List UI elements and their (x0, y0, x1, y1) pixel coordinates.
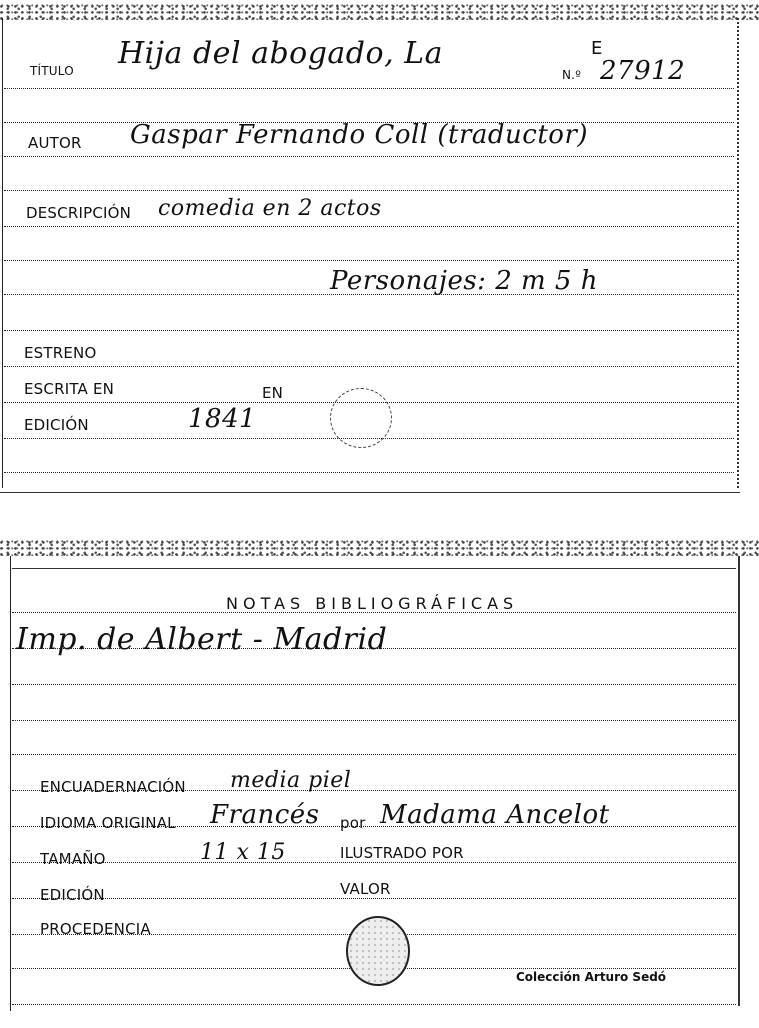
rule (4, 156, 734, 157)
rule (4, 260, 734, 261)
ilustrado-por-label: ILUSTRADO POR (340, 844, 464, 862)
rule (12, 1004, 736, 1005)
en-label: EN (262, 384, 284, 402)
por-label: por (340, 814, 366, 832)
rule (12, 754, 736, 755)
escrita-en-label: ESCRITA EN (24, 380, 115, 398)
notas-bibliograficas-heading: NOTAS BIBLIOGRÁFICAS (226, 594, 519, 613)
autor-label: AUTOR (28, 134, 82, 152)
personajes-value: Personajes: 2 m 5 h (330, 266, 598, 296)
tamano-value: 11 x 15 (200, 840, 286, 865)
titulo-value: Hija del abogado, La (118, 36, 443, 71)
edicion-label-bottom: EDICIÓN (40, 886, 105, 904)
rule (4, 366, 734, 367)
idioma-original-value: Francés (210, 800, 320, 830)
descripcion-label: DESCRIPCIÓN (26, 204, 132, 222)
valor-label: VALOR (340, 880, 391, 898)
ink-stamp-circle (330, 388, 392, 448)
notas-value: Imp. de Albert - Madrid (16, 622, 388, 657)
idioma-original-label: IDIOMA ORIGINAL (40, 814, 176, 832)
encuadernacion-label: ENCUADERNACIÓN (40, 778, 186, 796)
card-right-border (737, 18, 739, 488)
rule (4, 88, 734, 89)
edicion-label: EDICIÓN (24, 416, 89, 434)
titulo-label: TÍTULO (30, 64, 74, 78)
por-value: Madama Ancelot (380, 800, 610, 830)
encuadernacion-value: media piel (230, 768, 352, 793)
numero-value: 27912 (600, 56, 686, 86)
edicion-value: 1841 (188, 404, 257, 434)
card-separator (0, 492, 740, 493)
rule (4, 190, 734, 191)
numero-prefix: E (591, 38, 603, 59)
procedencia-label: PROCEDENCIA (40, 920, 151, 938)
torn-edge-bottom (0, 540, 759, 556)
rule (12, 898, 736, 899)
autor-value: Gaspar Fernando Coll (traductor) (130, 120, 589, 150)
torn-edge-top (0, 4, 759, 20)
rule (12, 684, 736, 685)
card-left-border (10, 556, 11, 1011)
estreno-label: ESTRENO (24, 344, 97, 362)
rule (4, 472, 734, 473)
rule (4, 330, 734, 331)
rule (4, 226, 734, 227)
card-right-border (738, 556, 740, 1006)
collection-footer: Colección Arturo Sedó (516, 970, 667, 984)
rule (12, 568, 736, 569)
descripcion-value: comedia en 2 actos (158, 196, 382, 221)
tamano-label: TAMAÑO (40, 850, 106, 868)
card-left-border (2, 18, 3, 488)
rule (12, 720, 736, 721)
rule (12, 862, 736, 863)
numero-label: N.º (562, 68, 582, 82)
collection-stamp (346, 916, 410, 986)
